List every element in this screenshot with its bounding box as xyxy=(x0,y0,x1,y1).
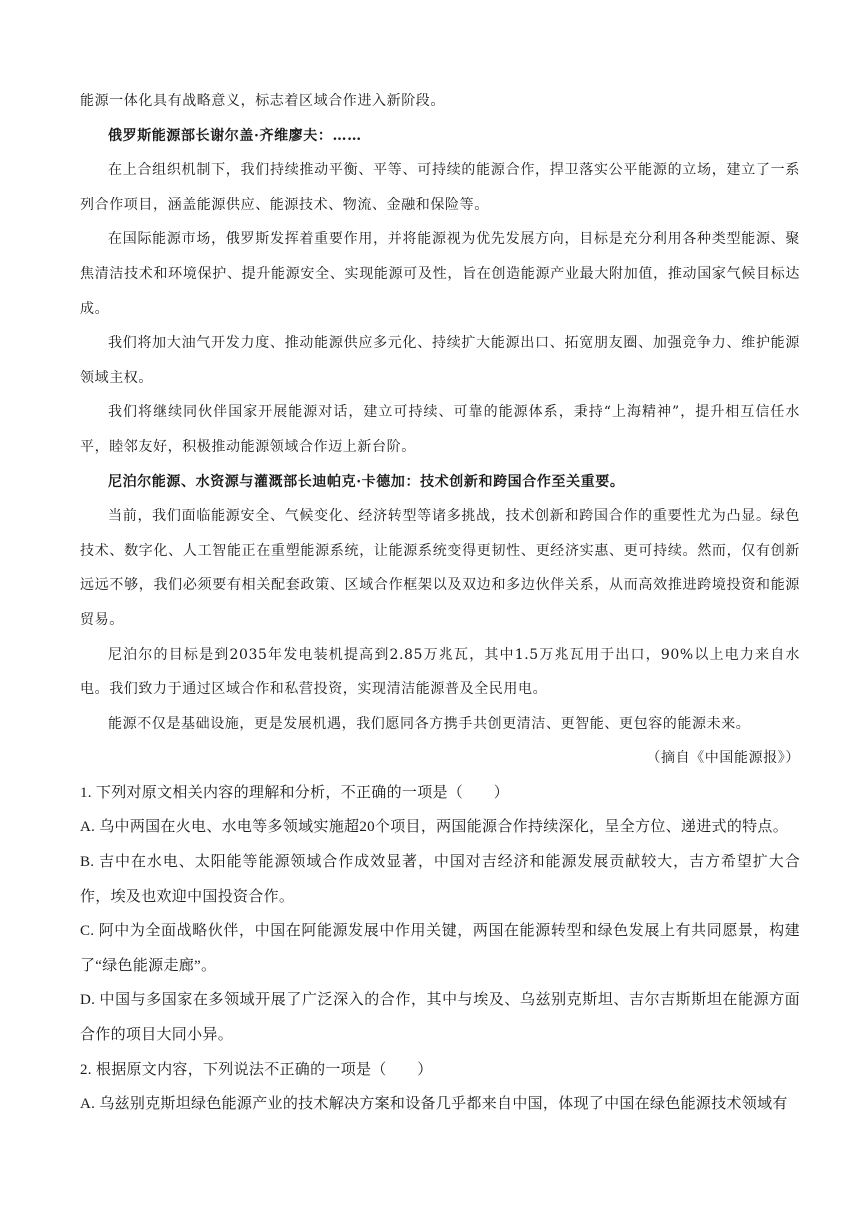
question-2-option-a: A. 乌兹别克斯坦绿色能源产业的技术解决方案和设备几乎都来自中国，体现了中国在绿色能源技术领域有 xyxy=(80,1096,788,1113)
paragraph: 尼泊尔的目标是到2035年发电装机提高到2.85万兆瓦，其中1.5万兆瓦用于出口，90%以上电力来自水电。我们致力于通过区域合作和私营投资，实现清洁能源普及全民用电。 xyxy=(80,646,800,698)
paragraph-intro-tail: 能源一体化具有战略意义，标志着区域合作进入新阶段。 xyxy=(80,93,445,109)
paragraph: 我们将继续同伙伴国家开展能源对话，建立可持续、可靠的能源体系，秉持“上海精神”，提升相互信任水平，睦邻友好，积极推动能源领域合作迈上新台阶。 xyxy=(80,404,800,455)
question-1-option-c: C. 阿中为全面战略伙伴，中国在阿能源发展中作用关键，两国在能源转型和绿色发展上有共同愿景，构建了“绿色能源走廊”。 xyxy=(80,923,800,974)
paragraph: 在国际能源市场，俄罗斯发挥着重要作用，并将能源视为优先发展方向，目标是充分利用各种类型能源、聚焦清洁技术和环境保护、提升能源安全、实现能源可及性，旨在创造能源产业最大附加值，推动国家气候目标达成。 xyxy=(80,231,800,317)
question-1-stem: 1. 下列对原文相关内容的理解和分析，不正确的一项是（ ） xyxy=(80,784,510,801)
paragraph: 能源不仅是基础设施，更是发展机遇，我们愿同各方携手共创更清洁、更智能、更包容的能源未来。 xyxy=(108,715,751,732)
paragraph: 在上合组织机制下，我们持续推动平衡、平等、可持续的能源合作，捍卫落实公平能源的立场，建立了一系列合作项目，涵盖能源供应、能源技术、物流、金融和保险等。 xyxy=(80,162,800,213)
paragraph: 当前，我们面临能源安全、气候变化、经济转型等诸多挑战，技术创新和跨国合作的重要性尤为凸显。绿色技术、数字化、人工智能正在重塑能源系统，让能源系统变得更韧性、更经济实惠、更可持续。然而，仅有创新远远不够，我们必须要有相关配套政策、区域合作框架以及双边和多边伙伴关系，从而高效推进跨境投资和能源贸易。 xyxy=(80,508,800,628)
question-1-option-d: D. 中国与多国家在多领域开展了广泛深入的合作，其中与埃及、乌兹别克斯坦、吉尔吉斯斯坦在能源方面合作的项目大同小异。 xyxy=(80,992,800,1044)
article-body xyxy=(80,84,800,1122)
paragraph: 我们将加大油气开发力度、推动能源供应多元化、持续扩大能源出口、拓宽朋友圈、加强竞争力、维护能源领域主权。 xyxy=(80,335,800,386)
speaker-nepal: 尼泊尔能源、水资源与灌溉部长迪帕克·卡德加：技术创新和跨国合作至关重要。 xyxy=(108,473,625,490)
question-2-stem: 2. 根据原文内容，下列说法不正确的一项是（ ） xyxy=(80,1061,433,1078)
speaker-russia: 俄罗斯能源部长谢尔盖·齐维廖夫：…… xyxy=(108,127,362,144)
question-1-option-b: B. 吉中在水电、太阳能等能源领域合作成效显著，中国对吉经济和能源发展贡献较大，吉方希望扩大合作，埃及也欢迎中国投资合作。 xyxy=(80,854,800,905)
source-citation: （摘自《中国能源报》） xyxy=(646,750,800,767)
question-1-option-a: A. 乌中两国在火电、水电等多领域实施超20个项目，两国能源合作持续深化，呈全方位、递进式的特点。 xyxy=(80,819,789,836)
